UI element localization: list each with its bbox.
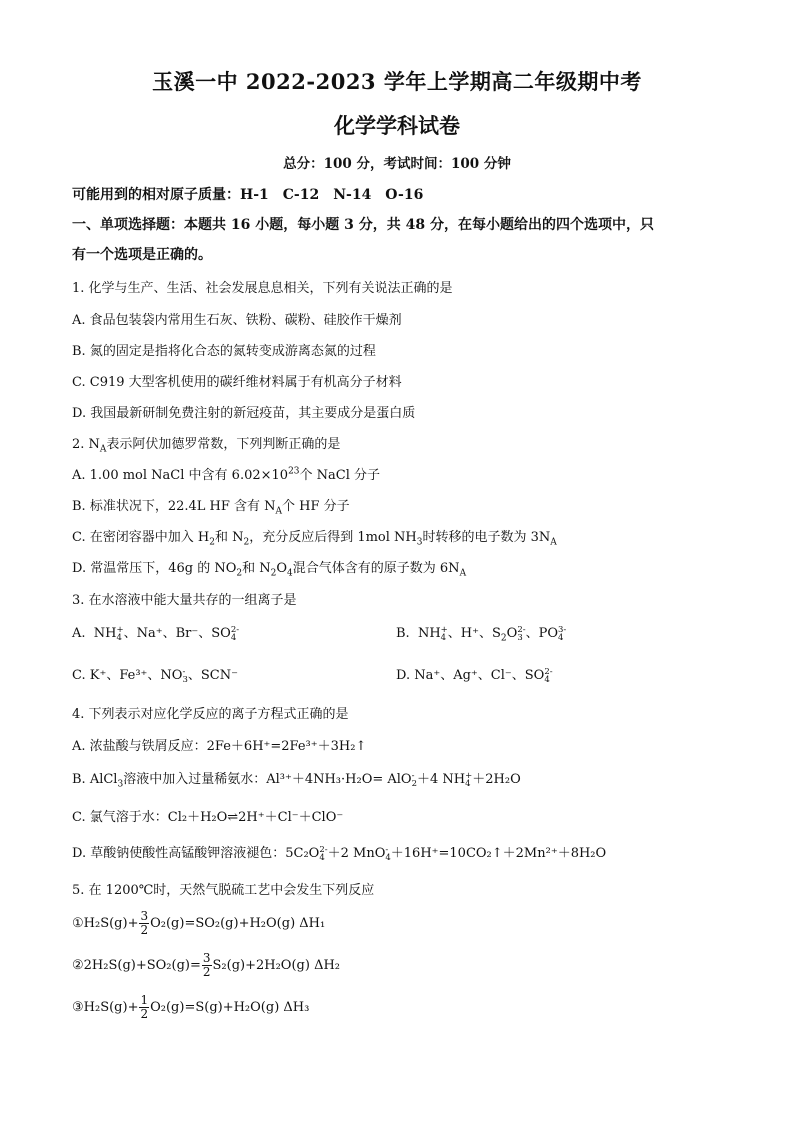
q1-option-d: D. 我国最新研制免费注射的新冠疫苗，其主要成分是蛋白质 <box>72 406 416 421</box>
q1-option-a: A. 食品包装袋内常用生石灰、铁粉、碳粉、硅胶作干燥剂 <box>72 313 402 328</box>
q3-stem: 3. 在水溶液中能大量共存的一组离子是 <box>72 593 297 608</box>
q2-stem: 2. $N_A$表示阿伏加德罗常数，下列判断正确的是 <box>72 437 341 455</box>
q3-option-b: B. NH + 4 、H⁺、$S_2O$ 2- 3 、PO 3- 4 <box>396 624 567 644</box>
q5-reaction-3: ③H₂S(g)+ $\frac{1}{2}$ O₂(g)=S(g)+H₂O(g) ΔH₃ <box>72 993 310 1021</box>
exam-meta: 总分：100 分，考试时间：100 分钟 <box>283 156 511 172</box>
q5-reaction-2: ②2H₂S(g)+SO₂(g)= $\frac{3}{2}$ S₂(g)+2H₂O(g) ΔH₂ <box>72 951 341 979</box>
q4-option-c: C. 氯气溶于水：Cl₂＋H₂O⇌2H⁺＋Cl⁻＋ClO⁻ <box>72 810 344 825</box>
q4-option-d: D. 草酸钠使酸性高锰酸钾溶液褪色：5C₂O 2- 4 ＋2 MnO - 4 ＋16H⁺=10CO₂↑＋2Mn²⁺＋8H₂O <box>72 844 607 863</box>
exam-subtitle: 化学学科试卷 <box>334 113 460 138</box>
section1-heading-line1: 一、单项选择题：本题共 16 小题，每小题 3 分，共 48 分，在每小题给出的四个选项中，只 <box>72 217 654 233</box>
exam-title: 玉溪一中 2022-2023 学年上学期高二年级期中考 <box>152 69 642 94</box>
q5-reaction-1: ①H₂S(g)+ $\frac{3}{2}$ O₂(g)=SO₂(g)+H₂O(g) ΔH₁ <box>72 909 326 937</box>
q3-option-a: A. NH + 4 、Na⁺、Br⁻、SO 2- 4 <box>72 624 240 643</box>
section1-heading-line2: 有一个选项是正确的。 <box>72 247 212 263</box>
q4-option-b: B. AlCl$_3$溶液中加入过量稀氨水：Al³⁺＋4NH₃·H₂O= AlO - 2 ＋4 NH + 4 ＋2H₂O <box>72 770 521 790</box>
atomic-masses: 可能用到的相对原子质量：H-1 C-12 N-14 O-16 <box>72 187 424 203</box>
q4-stem: 4. 下列表示对应化学反应的离子方程式正确的是 <box>72 707 349 722</box>
q1-stem: 1. 化学与生产、生活、社会发展息息相关，下列有关说法正确的是 <box>72 281 453 296</box>
q1-option-b: B. 氮的固定是指将化合态的氮转变成游离态氮的过程 <box>72 344 376 359</box>
q5-stem: 5. 在 1200℃时，天然气脱硫工艺中会发生下列反应 <box>72 883 375 898</box>
q3-option-d: D. Na⁺、Ag⁺、Cl⁻、SO 2- 4 <box>396 666 553 685</box>
q2-option-d: D. 常温常压下，46g 的 $NO_2$和 $N_2O_4$混合气体含有的原子数为 $6N_A$ <box>72 561 467 579</box>
q3-option-c: C. K⁺、Fe³⁺、NO - 3 、SCN⁻ <box>72 666 238 685</box>
q4-option-a: A. 浓盐酸与铁屑反应：2Fe＋6H⁺=2Fe³⁺＋3H₂↑ <box>72 739 367 754</box>
q2-option-c: C. 在密闭容器中加入 $H_2$和 $N_2$，充分反应后得到 1mol $NH_3$时转移的电子数为 $3N_A$ <box>72 530 557 548</box>
q2-option-b: B. 标准状况下，22.4L HF 含有 $N_A$个 HF 分子 <box>72 499 350 517</box>
q2-option-a: A. 1.00 mol NaCl 中含有 $6.02\times 10^{23}$个 NaCl 分子 <box>72 466 381 483</box>
q1-option-c: C. C919 大型客机使用的碳纤维材料属于有机高分子材料 <box>72 375 402 390</box>
